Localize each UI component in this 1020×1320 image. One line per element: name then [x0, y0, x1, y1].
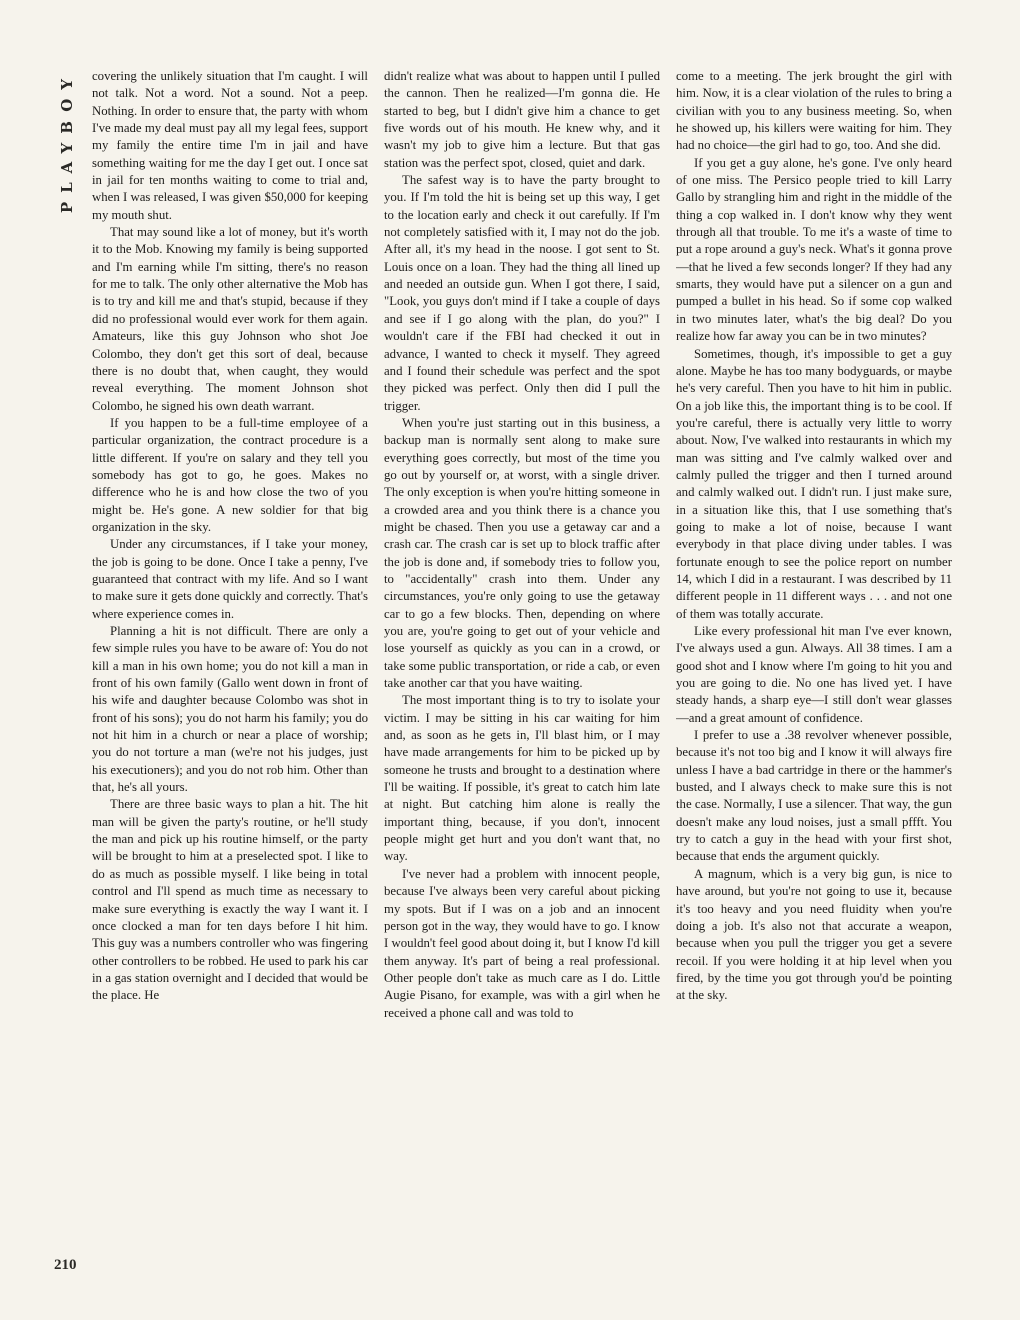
paragraph: I prefer to use a .38 revolver whenever possible, because it's not too big and I know it will always fire unless I have a bad cartridge in there or the hammer's busted, and I always check to make sure this is not the case. Normally, I use a silencer. That way, the gun doesn't make any loud noises, just a small pffft. You try to catch a guy in the head with your first shot, because that ends the argument quickly.: [676, 728, 952, 864]
page-number: 210: [54, 1257, 77, 1273]
paragraph: The safest way is to have the party brought to you. If I'm told the hit is being set up this way, I get to the location early and check it out carefully. If I'm not completely satisfied with it, I may not do the job. After all, it's my head in the noose. I got sent to St. Louis once on a loan. They had the thing all lined up and needed an outside gun. When I got there, I said, "Look, you guys don't mind if I take a couple of days and see if I go along with the plan, do you?" I wouldn't care if the FBI had checked it out in advance, I wanted to check it myself. They agreed and I found their schedule was perfect and the spot they picked was perfect. Only then did I pull the trigger.: [384, 173, 660, 413]
paragraph: If you happen to be a full-time employee of a particular organization, the contract procedure is a little different. If you're on salary and they tell you somebody has got to go, he goes. Makes no difference who he is and how close the two of you might be. He's gone. A new soldier for that big organization in the sky.: [92, 415, 368, 534]
text-column-3: [676, 68, 952, 1283]
paragraph: Under any circumstances, if I take your money, the job is going to be done. Once I take a penny, I've guaranteed that contract with my life. And so I want to make sure it gets done quickly and correctly. That's where experience comes in.: [92, 537, 368, 621]
paragraph: The most important thing is to try to isolate your victim. I may be sitting in his car waiting for him and, as soon as he gets in, I'll blast him, or I may have made arrangements for him to be picked up by someone he trusts and brought to a destination where I'll be waiting. If possible, it's great to catch him late at night. But catching him alone is really the important thing, because, if you don't, innocent people might get hurt and you don't want that, no way.: [384, 693, 660, 864]
paragraph: Planning a hit is not difficult. There are only a few simple rules you have to be aware of: You do not kill a man in his own home; you do not kill a man in front of his own family (Gallo went down in front of his wife and daughter because Colombo was shot in front of his sons); you do not harm his family; you do not hit him in a church or near a place of worship; you do not torture a man (we're not his judges, just his executioners); and you do not rob him. Other than that, he's all yours.: [92, 624, 368, 795]
paragraph: When you're just starting out in this business, a backup man is normally sent along to make sure everything goes correctly, but most of the time you go out by yourself or, at worst, with a single driver. The only exception is when you're hitting someone in a crowded area and you think there is a chance you might be chased. Then you use a getaway car and a crash car. The crash car is set up to block traffic after the job is done and, if somebody tries to follow you, to "accidentally" crash into them. Under any circumstances, you're only going to use the getaway car to go a few blocks. Then, depending on where you are, you're going to get out of your vehicle and lose yourself as quickly as you can in a crowd, or take some public transportation, or ride a cab, or even take another car that you have waiting.: [384, 415, 660, 691]
paragraph: That may sound like a lot of money, but it's worth it to the Mob. Knowing my family is being supported and I'm earning while I'm sitting, there's no reason for me to talk. The only other alternative the Mob has is to try and kill me and that's stupid, because if they did no professional would ever work for them again. Amateurs, like this guy Johnson who shot Joe Colombo, they don't get this sort of deal, because there is no doubt that, when caught, they would reveal everything. The moment Johnson shot Colombo, he signed his own death warrant.: [92, 225, 368, 413]
paragraph: Sometimes, though, it's impossible to get a guy alone. Maybe he has too many bodyguards, or maybe he's very careful. Then you have to hit him in public. On a job like this, the important thing is to be cool. If you're careful, there is actually very little to worry about. Now, I've walked into restaurants in which my man was sitting and I've calmly walked over and calmly pulled the trigger and then I turned around and calmly walked out. I didn't run. I just make sure, in a situation like this, that I use something that's going to make a lot of noise, because I want everybody in that place diving under tables. I was fortunate enough to see the police report on number 14, which I did in a restaurant. I was described by 11 different people in 11 different ways . . . and not one of them was totally accurate.: [676, 346, 952, 621]
paragraph: Like every professional hit man I've ever known, I've always used a gun. Always. All 38 times. I am a good shot and I know where I'm going to hit you and you are going to die. No one has lived yet. I have steady hands, a sharp eye—I still don't wear glasses—and a great amount of confidence.: [676, 624, 952, 725]
paragraph: didn't realize what was about to happen until I pulled the cannon. Then he realized—I'm gonna die. He started to beg, but I didn't give him a chance to get five words out of his mouth. He knew why, and it wasn't my job to give him a lecture. But that gas station was the perfect spot, closed, quiet and dark.: [384, 69, 660, 170]
paragraph: I've never had a problem with innocent people, because I've always been very careful about picking my spots. But if I was on a job and an innocent person got in the way, they would have to go. I know I wouldn't feel good about doing it, but I know I'd kill them anyway. It's part of being a real professional. Other people don't take as much care as I do. Little Augie Pisano, for example, was with a girl when he received a phone call and was told to: [384, 866, 660, 1020]
text-column-1: [92, 68, 368, 1283]
paragraph: If you get a guy alone, he's gone. I've only heard of one miss. The Persico people tried to kill Larry Gallo by strangling him and right in the middle of the thing a cop walked in. I don't know why they went through all that trouble. To me it's a waste of time to put a rope around a guy's neck. What's it gonna prove—that he lived a few seconds longer? If they had any smarts, they would have put a silencer on a gun and pumped a bullet in his head. So if some cop walked in two minutes later, what's the big deal? Do you realize how far away you can be in two minutes?: [676, 155, 952, 344]
paragraph: There are three basic ways to plan a hit. The hit man will be given the party's routine, or he'll study the man and pick up his routine himself, or the party will be brought to him at a preselected spot. I like to do as much as possible myself. I like being in total control and I'll spend as much time as necessary to make sure everything is exactly the way I want it. I once clocked a man for ten days before I hit him. This guy was a numbers controller who was fingering other controllers to be robbed. He used to park his car in a gas station overnight and I decided that would be the place. He: [92, 797, 368, 1003]
paragraph: A magnum, which is a very big gun, is nice to have around, but you're not going to use it, because it's too heavy and you need fluidity when you're doing a job. It's also not that accurate a weapon, because when you pull the trigger you get a severe recoil. If you were holding it at hip level when you fired, by the time you got through you'd be pointing at the sky.: [676, 866, 952, 1003]
text-column-2: [384, 68, 660, 1283]
paragraph: covering the unlikely situation that I'm caught. I will not talk. Not a word. Not a sound. Not a peep. Nothing. In order to ensure that, the party with whom I've made my deal must pay all my legal fees, support my family the entire time I'm in jail and have something waiting for me the day I get out. I once sat in jail for ten months waiting to come to trial and, when I was released, I was given $50,000 for keeping my mouth shut.: [92, 69, 368, 222]
magazine-masthead: PLAYBOY: [58, 70, 76, 214]
paragraph: come to a meeting. The jerk brought the girl with him. Now, it is a clear violation of the rules to bring a civilian with you to any business meeting. So, when he showed up, his killers were waiting for him. They had no choice—the girl had to go, too. And she did.: [676, 69, 952, 153]
